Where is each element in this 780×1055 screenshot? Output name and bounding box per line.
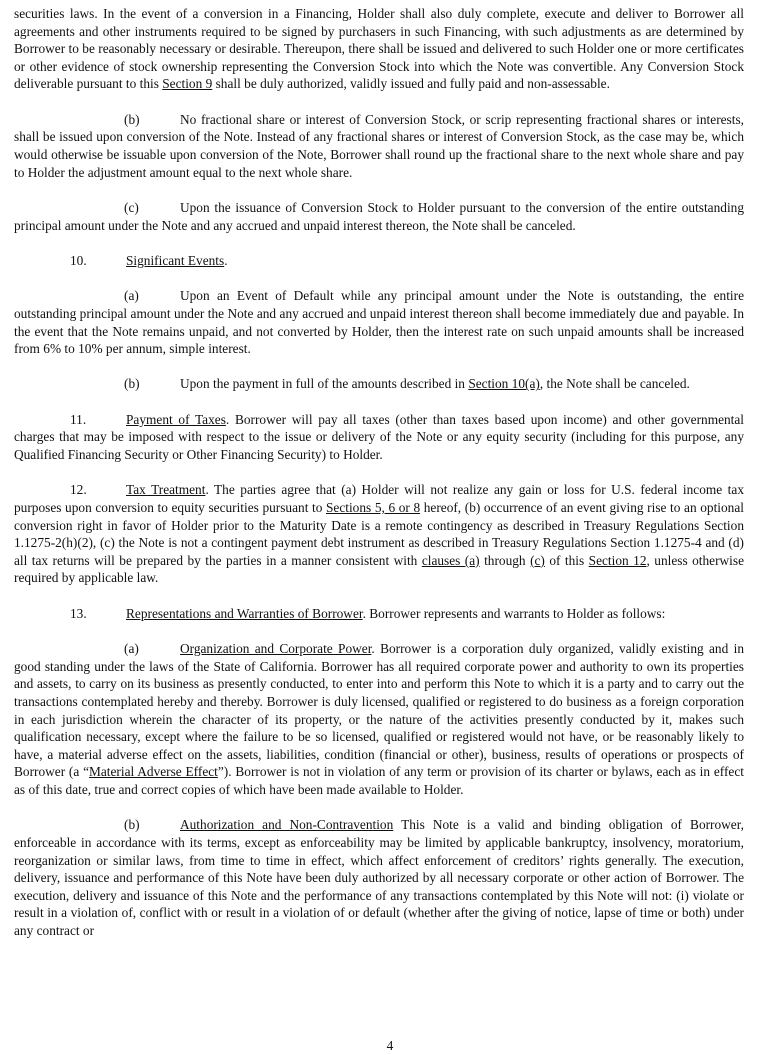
section-title: Tax Treatment — [126, 482, 206, 498]
defined-term: Material Adverse Effect — [89, 764, 218, 780]
clause-label: (b) — [124, 376, 140, 392]
section-11: 11. Payment of Taxes. Borrower will pay all taxes (other than taxes based upon income) and other governmental charges that may be imposed with respect to the issue or delivery of the Note or any equity security (including for this purpose, any Qualified Financing Security or Other Financing Security) to Holder. — [14, 411, 745, 463]
section-13: 13. Representations and Warranties of Borrower. Borrower represents and warrants to Holder as follows: — [14, 605, 744, 623]
paragraph-13a: (a) Organization and Corporate Power. Borrower is a corporation duly organized, validly existing and in good standing under the laws of the State of California. Borrower has all required corporate power and authority to own its properties and assets, to carry on its business as presently conducted, to enter into and perform this Note to which it is a party and to carry out the transactions contemplated hereby and thereby. Borrower is duly licensed, qualified or registered to do business as a foreign corporation in each jurisdiction wherein the character of its property, or the nature of the activities presently conducted by it, makes such qualification necessary, except where the failure to be so licensed, qualified or registered would not have, or be reasonably likely to have, a material adverse effect on the assets, liabilities, condition (financial or other), business, results of operations or prospects of Borrower (a “Material Adverse Effect”). Borrower is not in violation of any term or provision of its charter or bylaws, each as in effect as of this date, true and correct copies of which have been made available to Holder. — [14, 641, 744, 797]
paragraph-conversion-continued: securities laws. In the event of a conversion in a Financing, Holder shall also duly complete, execute and deliver to Borrower all agreements and other instruments required to be signed by purchasers in such Financing, with such adjustments as are determined by Borrower to be reasonably necessary or desirable. Thereupon, there shall be issued and delivered to such Holder one or more certificates or other evidence of stock ownership representing the Conversion Stock into which the Note was convertible. Any Conversion Stock deliverable pursuant to this Section 9 shall be duly authorized, validly issued and fully paid and non-assessable. — [14, 6, 744, 92]
paragraph-9b: (b) No fractional share or interest of Conversion Stock, or scrip representing fractional shares or interests, shall be issued upon conversion of the Note. Instead of any fractional shares or interest of Conversion Stock, as the case may be, which would otherwise be issuable upon conversion of the Note, Borrower shall round up the fractional share to the next whole share and pay to Holder the adjustment amount equal to the next whole share. — [14, 111, 744, 180]
section-number: 12. — [70, 482, 87, 498]
paragraph-10b: (b) Upon the payment in full of the amounts described in Section 10(a), the Note shall be canceled. — [14, 375, 744, 393]
clause-title: Organization and Corporate Power — [180, 641, 372, 657]
section-12: 12. Tax Treatment. The parties agree that (a) Holder will not realize any gain or loss for U.S. federal income tax purposes upon conversion to equity securities pursuant to Sections 5, 6 or 8 hereof, (b) occurrence of an event giving rise to an optional conversion right in favor of Holder prior to the Maturity Date is a remote contingency as described in Treasury Regulations Section 1.1275-2(h)(2), (c) the Note is not a contingent payment debt instrument as described in Treasury Regulations Section 1.1275-4 and (d) all tax returns will be prepared by the parties in a manner consistent with clauses (a) through (c) of this Section 12, unless otherwise required by applicable law. — [14, 482, 744, 586]
clause-c-reference: (c) — [530, 552, 545, 568]
document-body — [14, 5, 744, 957]
clause-label: (a) — [124, 641, 139, 657]
section-10-heading: 10. Significant Events. — [14, 252, 744, 270]
section-title: Significant Events — [126, 252, 225, 268]
clause-a-reference: clauses (a) — [421, 552, 480, 568]
clause-label: (a) — [124, 288, 139, 304]
page-number: 4 — [386, 1038, 394, 1053]
clause-label: (c) — [124, 199, 139, 215]
section-title: Representations and Warranties of Borrower — [126, 605, 363, 621]
section-10a-reference: Section 10(a) — [468, 376, 540, 392]
clause-label: (b) — [124, 817, 140, 833]
section-number: 10. — [70, 252, 87, 268]
clause-label: (b) — [124, 111, 140, 127]
sections-reference: Sections 5, 6 or 8 — [326, 500, 421, 516]
paragraph-10a: (a) Upon an Event of Default while any principal amount under the Note is outstanding, the entire outstanding principal amount under the Note and any accrued and unpaid interest thereon shall become immediately due and payable. In the event that the Note remains unpaid, and not converted by Holder, then the interest rate on such unpaid amounts shall be increased from 6% to 10% per annum, simple interest. — [14, 288, 744, 357]
paragraph-9c: (c) Upon the issuance of Conversion Stock to Holder pursuant to the conversion of the entire outstanding principal amount under the Note and any accrued and unpaid interest thereon, the Note shall be canceled. — [14, 199, 744, 233]
section-9-reference: Section 9 — [162, 76, 213, 92]
section-12-reference: Section 12 — [588, 552, 647, 568]
clause-title: Authorization and Non-Contravention — [180, 817, 394, 833]
section-number: 11. — [70, 411, 87, 427]
section-title: Payment of Taxes — [126, 411, 226, 427]
paragraph-13b: (b) Authorization and Non-Contravention This Note is a valid and binding obligation of Borrower, enforceable in accordance with its terms, except as enforceability may be limited by applicable bankruptcy, insolvency, moratorium, reorganization or similar laws, from time to time in effect, which affect enforcement of creditors’ rights generally. The execution, delivery, issuance and performance of this Note have been duly authorized by all necessary corporate or other action of Borrower. The execution, delivery and issuance of this Note and the performance of any transactions contemplated by this Note will not: (i) violate or result in a violation of, conflict with or result in a violation of or default (whether after the giving of notice, lapse of time or both) under any contract or — [14, 817, 744, 938]
section-number: 13. — [70, 605, 87, 621]
